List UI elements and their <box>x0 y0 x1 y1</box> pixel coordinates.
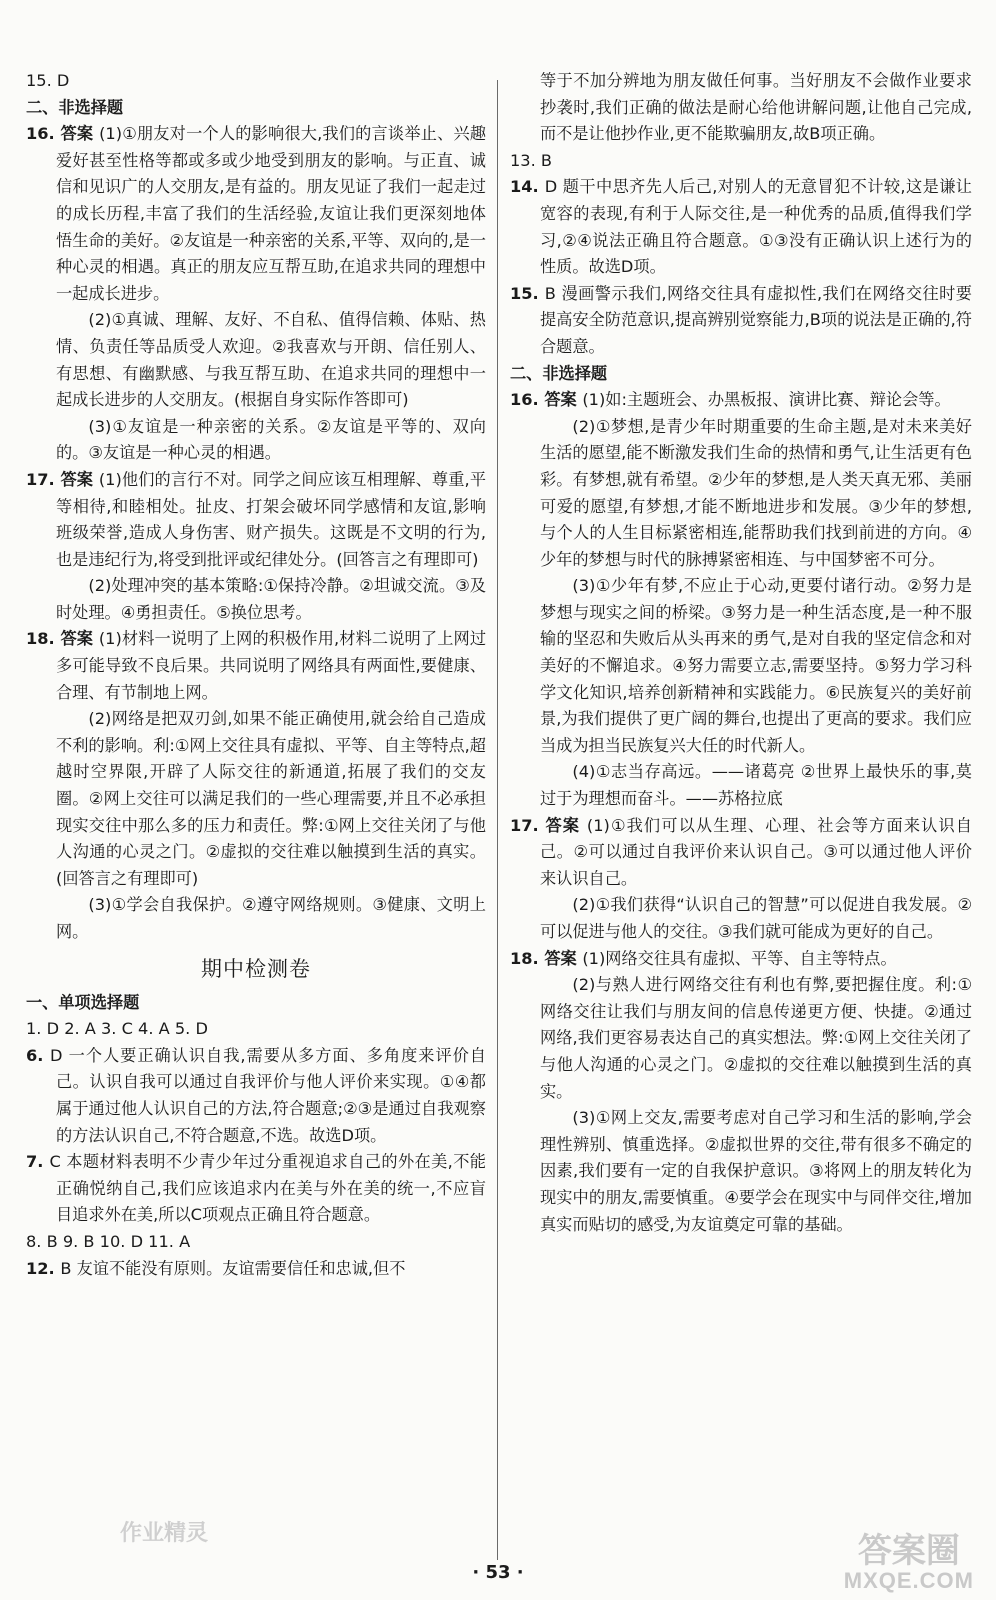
question-number: 18. <box>26 629 61 649</box>
question-text: (1)如:主题班会、办黑板报、演讲比赛、辩论会等。 <box>582 390 951 410</box>
answer-label: 答案 <box>60 124 100 144</box>
question-text: (1)①朋友对一个人的影响很大,我们的言谈举止、兴趣爱好甚至性格等都或多或少地受到朋友的影响。与正直、诚信和见识广的人交朋友,是有益的。朋友见证了我们一起走过的成长历程,丰富了我们的生活经验,友谊让我们更深刻地体悟生命的美好。②友谊是一种亲密的关系,平等、双向的,是一种心灵的相遇。真正的朋友应互帮互助,在追求共同的理想中一起成长进步。 <box>56 124 487 303</box>
answer-label: 答案 <box>544 948 583 968</box>
question-text: B 漫画警示我们,网络交往具有虚拟性,我们在网络交往时要提高安全防范意识,提高辨别觉察能力,B项的说法是正确的,符合题意。 <box>540 283 972 356</box>
question-item <box>26 121 486 307</box>
question-item <box>510 174 972 280</box>
question-number: 17. <box>26 469 61 489</box>
watermark-en: MXQE.COM <box>843 1568 974 1593</box>
column-divider <box>497 80 498 1560</box>
section-title: 期中检测卷 <box>201 956 311 981</box>
answer-line: 15. D <box>26 71 70 90</box>
answer-paragraph: (3)①网上交友,需要考虑对自己学习和生活的影响,学会理性辨别、慎重选择。②虚拟世界的交往,带有很多不确定的因素,我们要有一定的自我保护意识。③将网上的朋友转化为现实中的朋友,需要慎重。④要学会在现实中与同伴交往,增加真实而贴切的感受,为友谊奠定可靠的基础。 <box>540 1108 972 1234</box>
site-watermark <box>844 1534 974 1594</box>
answer-paragraph: (2)①真诚、理解、友好、不自私、值得信赖、体贴、热情、负责任等品质受人欢迎。②我喜欢与开朗、信任别人、有思想、有幽默感、与我互帮互助、在追求共同的理想中一起成长进步的人交朋友。(根据自身实际作答即可) <box>56 310 486 410</box>
right-column <box>510 68 972 1238</box>
question-text: (1)他们的言行不对。同学之间应该互相理解、尊重,平等相待,和睦相处。扯皮、打架会破坏同学感情和友谊,影响班级荣誉,造成人身伤害、财产损失。这既是不文明的行为,也是违纪行为,将受到批评或纪律处分。(回答言之有理即可) <box>56 469 487 569</box>
answer-paragraph: (4)①志当存高远。——诸葛亮 ②世界上最快乐的事,莫过于为理想而奋斗。——苏格拉底 <box>540 762 972 809</box>
answer-label: 答案 <box>544 390 583 410</box>
question-text: B 友谊不能没有原则。友谊需要信任和忠诚,但不 <box>60 1258 406 1278</box>
question-number: 16. <box>26 124 61 144</box>
question-number: 16. <box>510 390 545 410</box>
question-text: (1)材料一说明了上网的积极作用,材料二说明了上网过多可能导致不良后果。共同说明了网络具有两面性,要健康、合理、有节制地上网。 <box>56 629 487 702</box>
question-text: D 题干中思齐先人后己,对别人的无意冒犯不计较,这是谦让宽容的表现,有利于人际交往,是一种优秀的品质,值得我们学习,②④说法正确且符合题意。①③没有正确认识上述行为的性质。故选D项。 <box>540 177 972 277</box>
section-heading: 二、非选择题 <box>510 363 608 383</box>
answer-paragraph: (2)网络是把双刃剑,如果不能正确使用,就会给自己造成不利的影响。利:①网上交往具有虚拟、平等、自主等特点,超越时空界限,开辟了人际交往的新通道,拓展了我们的交友圈。②网上交往可以满足我们的一些心理需要,并且不必承担现实交往中那么多的压力和责任。弊:①网上交往关闭了与他人沟通的心灵之门。②虚拟的交往难以触摸到生活的真实。(回答言之有理即可) <box>56 709 486 888</box>
answer-paragraph: (2)①我们获得“认识自己的智慧”可以促进自我发展。②可以促进与他人的交往。③我们就可能成为更好的自己。 <box>540 895 972 941</box>
answer-paragraph: (3)①少年有梦,不应止于心动,更要付诸行动。②努力是梦想与现实之间的桥梁。③努力是一种生活态度,是一种不服输的坚忍和失败后从头再来的勇气,是对自我的坚定信念和对美好的不懈追求。④努力需要立志,需要坚持。⑤努力学习科学文化知识,培养创新精神和实践能力。⑥民族复兴的美好前景,为我们提供了更广阔的舞台,也提出了更高的要求。我们应当成为担当民族复兴大任的时代新人。 <box>540 576 972 755</box>
question-number: 18. <box>510 948 545 968</box>
question-number: 17. <box>510 815 546 835</box>
question-number: 7. <box>26 1152 50 1172</box>
question-item <box>26 1256 486 1283</box>
answer-paragraph: (3)①友谊是一种亲密的关系。②友谊是平等的、双向的。③友谊是一种心灵的相遇。 <box>56 416 486 463</box>
watermark-cn: 答案圈 <box>857 1532 960 1570</box>
question-item <box>510 281 972 361</box>
question-item <box>510 946 972 973</box>
page-number: · 53 · <box>472 1562 524 1583</box>
section-heading: 一、单项选择题 <box>26 992 140 1012</box>
answer-label: 答案 <box>60 469 99 489</box>
answer-paragraph: (2)处理冲突的基本策略:①保持冷静。②坦诚交流。③及时处理。④勇担责任。⑤换位思考。 <box>56 576 486 622</box>
question-text: C 本题材料表明不少青少年过分重视追求自己的外在美,不能正确悦纳自己,我们应该追求内在美与外在美的统一,不应盲目追求外在美,所以C项观点正确且符合题意。 <box>49 1152 486 1225</box>
question-number: 14. <box>510 177 545 197</box>
question-text: (1)网络交往具有虚拟、平等、自主等特点。 <box>582 948 897 968</box>
answer-line: 13. B <box>510 150 552 170</box>
question-item <box>26 626 486 706</box>
continued-paragraph: 等于不加分辨地为朋友做任何事。当好朋友不会做作业要求抄袭时,我们正确的做法是耐心给他讲解问题,让他自己完成,而不是让他抄作业,更不能欺骗朋友,故B项正确。 <box>540 71 972 144</box>
stamp-watermark: 作业精灵 <box>120 1521 209 1546</box>
question-item <box>26 467 486 573</box>
question-number: 15. <box>510 283 545 303</box>
left-column <box>26 68 486 1282</box>
answer-label: 答案 <box>545 815 587 835</box>
question-item <box>510 813 972 893</box>
section-heading: 二、非选择题 <box>26 97 124 117</box>
answer-paragraph: (2)①梦想,是青少年时期重要的生命主题,是对未来美好生活的愿望,能不断激发我们生命的热情和勇气,让生活更有色彩。有梦想,就有希望。②少年的梦想,是人类天真无邪、美丽可爱的愿望,有梦想,才能不断地进步和发展。③少年的梦想,与个人的人生目标紧密相连,能帮助我们找到前进的方向。④少年的梦想与时代的脉搏紧密相连、与中国梦密不可分。 <box>540 416 972 569</box>
answer-line: 8. B 9. B 10. D 11. A <box>26 1231 191 1251</box>
answer-line: 1. D 2. A 3. C 4. A 5. D <box>26 1019 208 1039</box>
question-text: D 一个人要正确认识自我,需要从多方面、多角度来评价自己。认识自我可以通过自我评价与他人评价来实现。①④都属于通过他人认识自己的方法,符合题意;②③是通过自我观察的方法认识自己,不符合题意,不选。故选D项。 <box>50 1045 486 1145</box>
question-item <box>26 1149 486 1229</box>
question-item <box>26 1043 486 1149</box>
question-item <box>510 387 972 414</box>
answer-label: 答案 <box>60 629 99 649</box>
answer-paragraph: (3)①学会自我保护。②遵守网络规则。③健康、文明上网。 <box>56 895 486 941</box>
question-number: 12. <box>26 1258 61 1278</box>
question-number: 6. <box>26 1045 51 1065</box>
question-text: (1)①我们可以从生理、心理、社会等方面来认识自己。②可以通过自我评价来认识自己。③可以通过他人评价来认识自己。 <box>540 815 972 888</box>
answer-paragraph: (2)与熟人进行网络交往有利也有弊,要把握住度。利:①网络交往让我们与朋友间的信息传递更方便、快捷。②通过网络,我们更容易表达自己的真实想法。弊:①网上交往关闭了与他人沟通的心灵之门。②虚拟的交往难以触摸到生活的真实。 <box>540 975 972 1101</box>
